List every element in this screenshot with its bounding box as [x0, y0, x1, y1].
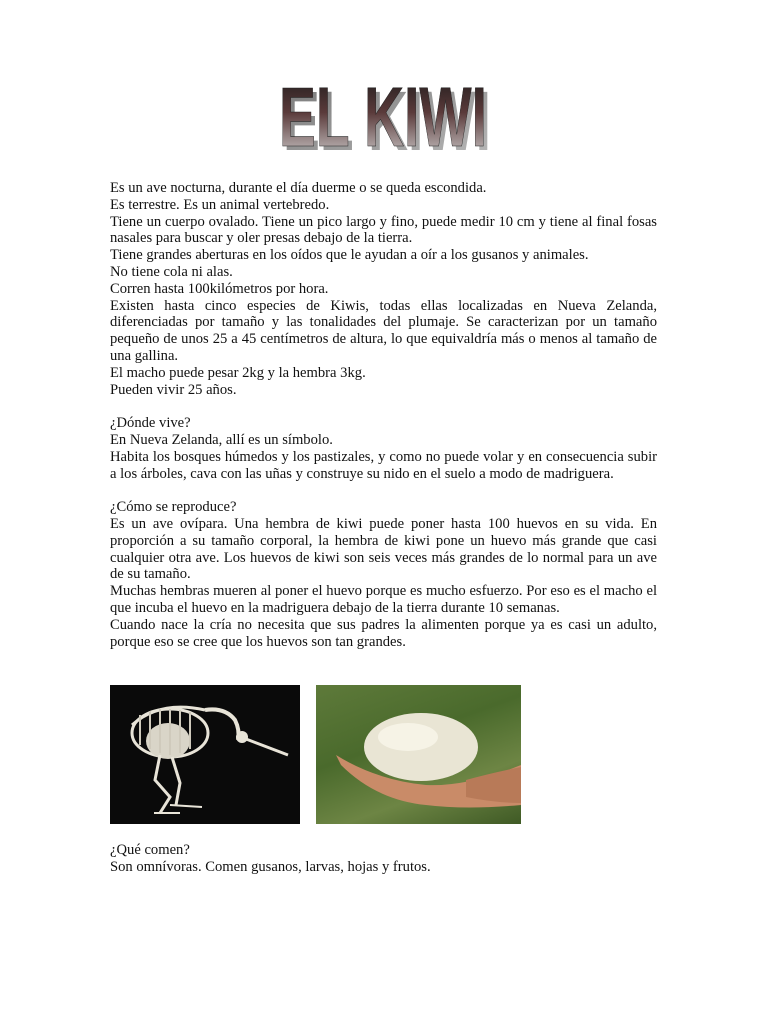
comen-line: Son omnívoras. Comen gusanos, larvas, hojas y frutos.	[110, 858, 431, 875]
food-section	[110, 842, 657, 876]
section-heading-donde: ¿Dónde vive?	[110, 415, 191, 432]
section-heading-comen: ¿Qué comen?	[110, 842, 190, 858]
main-text	[110, 180, 657, 650]
donde-line: En Nueva Zelanda, allí es un símbolo.	[110, 431, 333, 448]
intro-line: Corren hasta 100kilómetros por hora.	[110, 280, 329, 297]
intro-line: Es un ave nocturna, durante el día duerme o se queda escondida.	[110, 180, 487, 196]
intro-line: Tiene un cuerpo ovalado. Tiene un pico largo y fino, puede medir 10 cm y tiene al final fosas nasales para buscar y oler presas debajo de la tierra.	[110, 213, 657, 247]
intro-line: Es terrestre. Es un animal vertebredo.	[110, 196, 330, 213]
images-row	[110, 685, 530, 825]
donde-line: Habita los bosques húmedos y los pastizales, y como no puede volar y en consecuencia subir a los árboles, cava con las uñas y construye su nido en el suelo a modo de madriguera.	[110, 448, 657, 482]
reproduce-line: Cuando nace la cría no necesita que sus padres la alimenten porque ya es casi un adulto, porque eso se cree que los huevos son tan grandes.	[110, 616, 657, 650]
reproduce-line: Muchas hembras mueren al poner el huevo porque es mucho esfuerzo. Por eso es el macho el que incuba el huevo en la madriguera debajo de la tierra durante 10 semanas.	[110, 583, 657, 616]
intro-line: Existen hasta cinco especies de Kiwis, todas ellas localizadas en Nueva Zelanda, diferenciadas por tamaño y las tonalidades del plumaje. Se caracterizan por un tamaño pequeño de unos 25 a 45 centímetros de altura, lo que equivaldría más o menos al tamaño de una gallina.	[110, 297, 657, 364]
title-shadow: EL KIWI	[283, 78, 491, 158]
intro-line: Tiene grandes aberturas en los oídos que le ayudan a oír a los gusanos y animales.	[110, 247, 589, 264]
intro-line: No tiene cola ni alas.	[110, 263, 233, 280]
reproduce-line: Es un ave ovípara. Una hembra de kiwi puede poner hasta 100 huevos en su vida. En proporción a su tamaño corporal, la hembra de kiwi pone un huevo más grande que casi cualquier otra ave. Los huevos de kiwi son seis veces más grandes de lo normal para un ave de su tamaño.	[110, 515, 657, 583]
section-heading-reproduce: ¿Cómo se reproduce?	[110, 499, 237, 516]
page-title	[269, 78, 499, 158]
title-text: EL KIWI	[279, 78, 487, 158]
intro-line: Pueden vivir 25 años.	[110, 381, 237, 398]
kiwi-egg-in-hand-image	[316, 685, 521, 824]
intro-line: El macho puede pesar 2kg y la hembra 3kg.	[110, 364, 366, 381]
kiwi-skeleton-image	[110, 685, 300, 824]
title-block	[0, 78, 768, 163]
